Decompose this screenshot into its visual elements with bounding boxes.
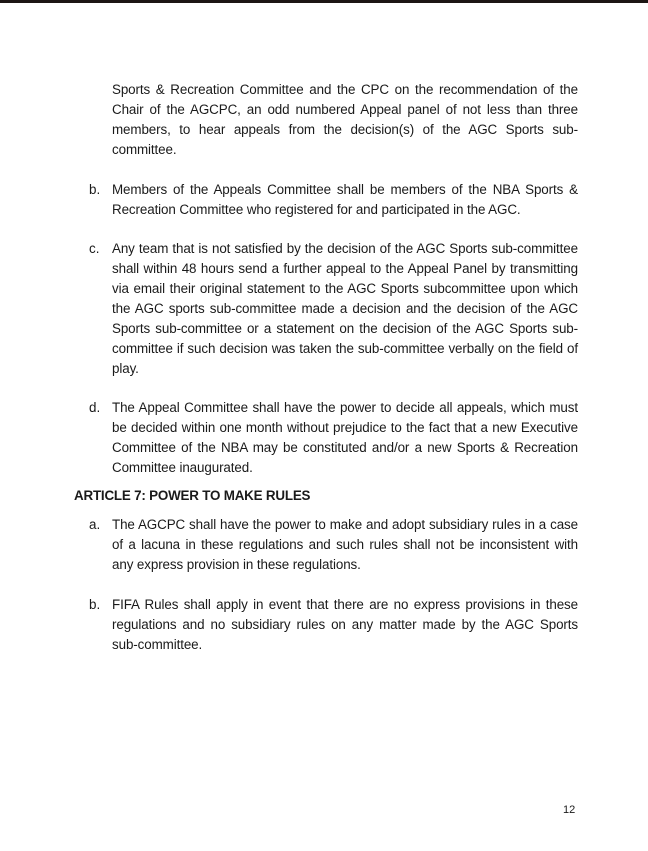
list-item-6d [89, 398, 578, 478]
list-item-text: The AGCPC shall have the power to make and adopt subsidiary rules in a case of a lacuna in these regulations and such rules shall not be inconsistent with any express provision in these regulations. [112, 517, 578, 572]
list-marker: b. [89, 597, 101, 612]
list-marker: b. [89, 182, 101, 197]
list-item-6b [89, 180, 578, 220]
list-item-text: Members of the Appeals Committee shall be members of the NBA Sports & Recreation Committee who registered for and participated in the AGC. [112, 182, 578, 217]
list-item-text: The Appeal Committee shall have the power to decide all appeals, which must be decided within one month without prejudice to the fact that a new Executive Committee of the NBA may be constituted and/or a new Sports & Recreation Committee inaugurated. [112, 400, 578, 475]
list-item-7b [89, 595, 578, 655]
list-marker: d. [89, 400, 101, 415]
page-number: 12 [563, 804, 576, 816]
list-item-6c [89, 239, 578, 379]
list-marker: a. [89, 517, 101, 532]
list-item-text: FIFA Rules shall apply in event that there are no express provisions in these regulations and no subsidiary rules on any matter made by the AGC Sports sub-committee. [112, 597, 578, 652]
list-marker: c. [89, 241, 100, 256]
list-item-text: Any team that is not satisfied by the decision of the AGC Sports sub-committee shall within 48 hours send a further appeal to the Appeal Panel by transmitting via email their original statement to the AGC Sports subcommittee upon which the AGC sports sub-committee made a decision and the decision of the AGC Sports sub-committee or a statement on the decision of the AGC Sports sub-committee if such decision was taken the sub-committee verbally on the field of play. [112, 241, 578, 376]
continuation-paragraph: Sports & Recreation Committee and the CPC on the recommendation of the Chair of the AGCPC, an odd numbered Appeal panel of not less than three members, to hear appeals from the decision(s) of the AGC Sports sub-committee. [112, 82, 578, 157]
article-7-heading: ARTICLE 7: POWER TO MAKE RULES [74, 488, 311, 503]
list-item-7a [89, 515, 578, 575]
